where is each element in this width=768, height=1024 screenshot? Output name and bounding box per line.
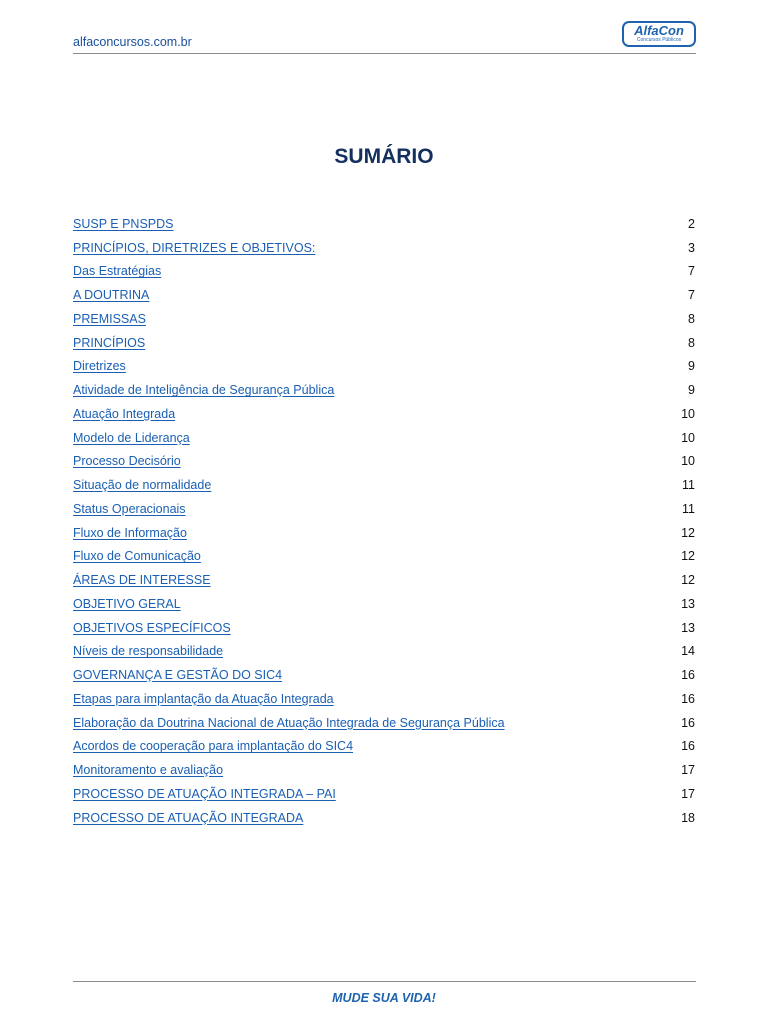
toc-entry-link[interactable]: ÁREAS DE INTERESSE: [73, 573, 211, 588]
toc-entry: [73, 236, 695, 260]
toc-entry: [73, 663, 695, 687]
toc-entry: [73, 260, 695, 284]
page-title: SUMÁRIO: [334, 145, 434, 168]
toc-entry-link[interactable]: OBJETIVOS ESPECÍFICOS: [73, 620, 231, 635]
toc-entry-link[interactable]: Fluxo de Informação: [73, 525, 187, 540]
page-header: [73, 18, 696, 54]
footer-divider: [73, 981, 696, 982]
toc-entry-link[interactable]: Status Operacionais: [73, 501, 186, 516]
toc-page-number: 13: [681, 596, 695, 611]
toc-entry-link[interactable]: Processo Decisório: [73, 454, 181, 469]
toc-page-number: 10: [681, 454, 695, 469]
toc-page-number: 7: [688, 288, 695, 303]
toc-entry: [73, 355, 695, 379]
toc-page-number: 12: [681, 525, 695, 540]
toc-entry: [73, 426, 695, 450]
toc-entry: [73, 592, 695, 616]
toc-entry: [73, 283, 695, 307]
toc-entry: [73, 497, 695, 521]
toc-entry-link[interactable]: Atuação Integrada: [73, 406, 176, 421]
alfacon-logo: [622, 21, 696, 47]
toc-page-number: 9: [688, 359, 695, 374]
toc-entry-link[interactable]: Etapas para implantação da Atuação Integrada: [73, 691, 334, 706]
toc-entry-link[interactable]: Das Estratégias: [73, 264, 162, 279]
toc-entry: [73, 450, 695, 474]
toc-page-number: 17: [681, 786, 695, 801]
toc-entry: [73, 640, 695, 664]
toc-entry: [73, 616, 695, 640]
toc-page-number: 16: [681, 715, 695, 730]
toc-entry-link[interactable]: GOVERNANÇA E GESTÃO DO SIC4: [73, 668, 283, 683]
toc-page-number: 11: [682, 478, 695, 493]
toc-entry: [73, 307, 695, 331]
toc-entry: [73, 687, 695, 711]
toc-page-number: 10: [681, 406, 695, 421]
toc-page-number: 8: [688, 335, 695, 350]
toc-page-number: 9: [688, 383, 695, 398]
toc-entry-link[interactable]: Modelo de Liderança: [73, 430, 190, 445]
toc-entry: [73, 521, 695, 545]
toc-page-number: 8: [688, 311, 695, 326]
toc-entry-link[interactable]: SUSP E PNSPDS: [73, 216, 174, 231]
site-link[interactable]: alfaconcursos.com.br: [73, 35, 192, 49]
toc-page-number: 7: [688, 264, 695, 279]
toc-entry-link[interactable]: Atividade de Inteligência de Segurança Pública: [73, 383, 335, 398]
toc-entry: [73, 331, 695, 355]
toc-page-number: 16: [681, 691, 695, 706]
logo-subtitle: Concursos Públicos: [636, 37, 682, 43]
toc-entry: [73, 473, 695, 497]
toc-page-number: 16: [681, 668, 695, 683]
toc-entry-link[interactable]: PRINCÍPIOS, DIRETRIZES E OBJETIVOS:: [73, 240, 316, 255]
toc-entry: [73, 545, 695, 569]
toc-page-number: 2: [688, 216, 695, 231]
toc-entry: [73, 782, 695, 806]
toc-page-number: 12: [681, 549, 695, 564]
toc-page-number: 16: [681, 739, 695, 754]
table-of-contents: [73, 212, 695, 830]
toc-entry-link[interactable]: OBJETIVO GERAL: [73, 596, 181, 611]
toc-page-number: 14: [681, 644, 695, 659]
toc-entry: [73, 806, 695, 830]
toc-entry-link[interactable]: PROCESSO DE ATUAÇÃO INTEGRADA – PAI: [73, 786, 336, 801]
toc-entry-link[interactable]: Situação de normalidade: [73, 478, 212, 493]
toc-entry: [73, 711, 695, 735]
toc-entry: [73, 402, 695, 426]
toc-entry-link[interactable]: Fluxo de Comunicação: [73, 549, 201, 564]
toc-entry: [73, 758, 695, 782]
toc-page-number: 11: [682, 501, 695, 516]
footer-slogan: MUDE SUA VIDA!: [332, 991, 436, 1005]
toc-entry-link[interactable]: Acordos de cooperação para implantação do SIC4: [73, 739, 354, 754]
logo-name: AlfaCon: [634, 23, 684, 38]
toc-entry-link[interactable]: Monitoramento e avaliação: [73, 763, 224, 778]
toc-entry-link[interactable]: Diretrizes: [73, 359, 126, 374]
toc-page-number: 18: [681, 810, 695, 825]
toc-page-number: 10: [681, 430, 695, 445]
toc-entry-link[interactable]: A DOUTRINA: [73, 288, 150, 303]
toc-page-number: 3: [688, 240, 695, 255]
toc-page-number: 12: [681, 573, 695, 588]
toc-page-number: 17: [681, 763, 695, 778]
toc-entry-link[interactable]: PRINCÍPIOS: [73, 335, 146, 350]
toc-page-number: 13: [681, 620, 695, 635]
toc-entry-link[interactable]: Elaboração da Doutrina Nacional de Atuação Integrada de Segurança Pública: [73, 715, 505, 730]
toc-entry: [73, 735, 695, 759]
toc-entry: [73, 568, 695, 592]
toc-entry-link[interactable]: PROCESSO DE ATUAÇÃO INTEGRADA: [73, 810, 304, 825]
toc-entry-link[interactable]: PREMISSAS: [73, 311, 146, 326]
toc-entry-link[interactable]: Níveis de responsabilidade: [73, 644, 224, 659]
toc-entry: [73, 212, 695, 236]
toc-entry: [73, 378, 695, 402]
